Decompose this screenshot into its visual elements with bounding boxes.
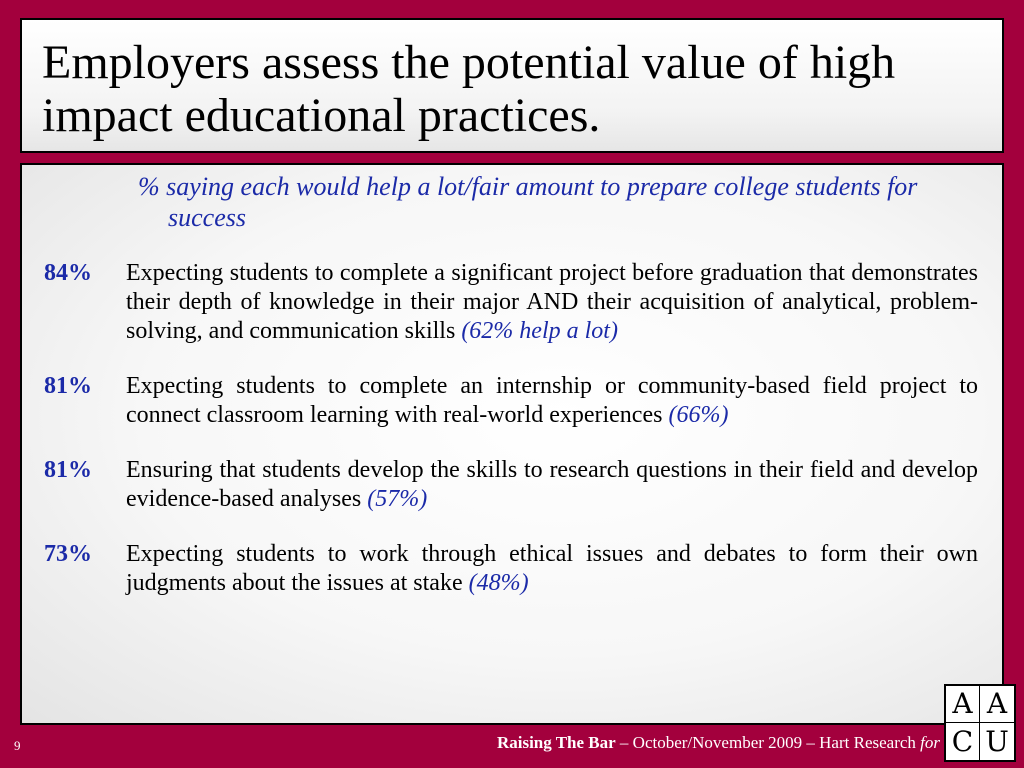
item-description: [126, 372, 978, 430]
item-description: [126, 259, 978, 346]
aacu-logo: [944, 684, 1016, 762]
footer-caption: [497, 733, 940, 753]
item-percent: 73%: [44, 541, 92, 567]
slide-number: 9: [14, 738, 21, 753]
logo-letter: U: [985, 724, 1009, 758]
footer-for: for: [920, 733, 940, 752]
item-text: Expecting students to complete an internship or community-based field project to connect classroom learning with real-world experiences: [126, 373, 978, 428]
item-text: Expecting students to work through ethical issues and debates to form their own judgments about the issues at stake: [126, 541, 978, 596]
item-percent: 81%: [44, 373, 92, 399]
item-description: [126, 540, 978, 598]
content-box: [20, 163, 1004, 725]
item-text: Ensuring that students develop the skills to research questions in their field and develop evidence-based analyses: [126, 457, 978, 512]
title-box: [20, 18, 1004, 153]
list-item: [44, 259, 978, 346]
item-description: [126, 456, 978, 514]
item-note: (57%): [367, 486, 428, 512]
item-note: (66%): [668, 402, 729, 428]
item-percent: 81%: [44, 457, 92, 483]
list-item: [44, 540, 978, 598]
logo-letter: C: [946, 723, 980, 760]
practice-list: [44, 259, 978, 624]
list-item: [44, 372, 978, 430]
footer-details: – October/November 2009 – Hart Research: [615, 733, 921, 752]
item-note: (62% help a lot): [461, 318, 618, 344]
logo-letter: A: [980, 686, 1014, 723]
footer-brand: Raising The Bar: [496, 733, 616, 752]
item-note: (48%): [468, 570, 529, 596]
item-percent: 84%: [44, 260, 92, 286]
logo-letter: A: [946, 686, 980, 723]
slide-subtitle: % saying each would help a lot/fair amount to prepare college students for success: [138, 172, 918, 232]
item-text: Expecting students to complete a significant project before graduation that demonstrates their depth of knowledge in their major AND their acquisition of analytical, problem-solving, and communication skills: [126, 260, 978, 344]
list-item: [44, 456, 978, 514]
slide-title: Employers assess the potential value of high impact educational practices.: [42, 36, 896, 142]
